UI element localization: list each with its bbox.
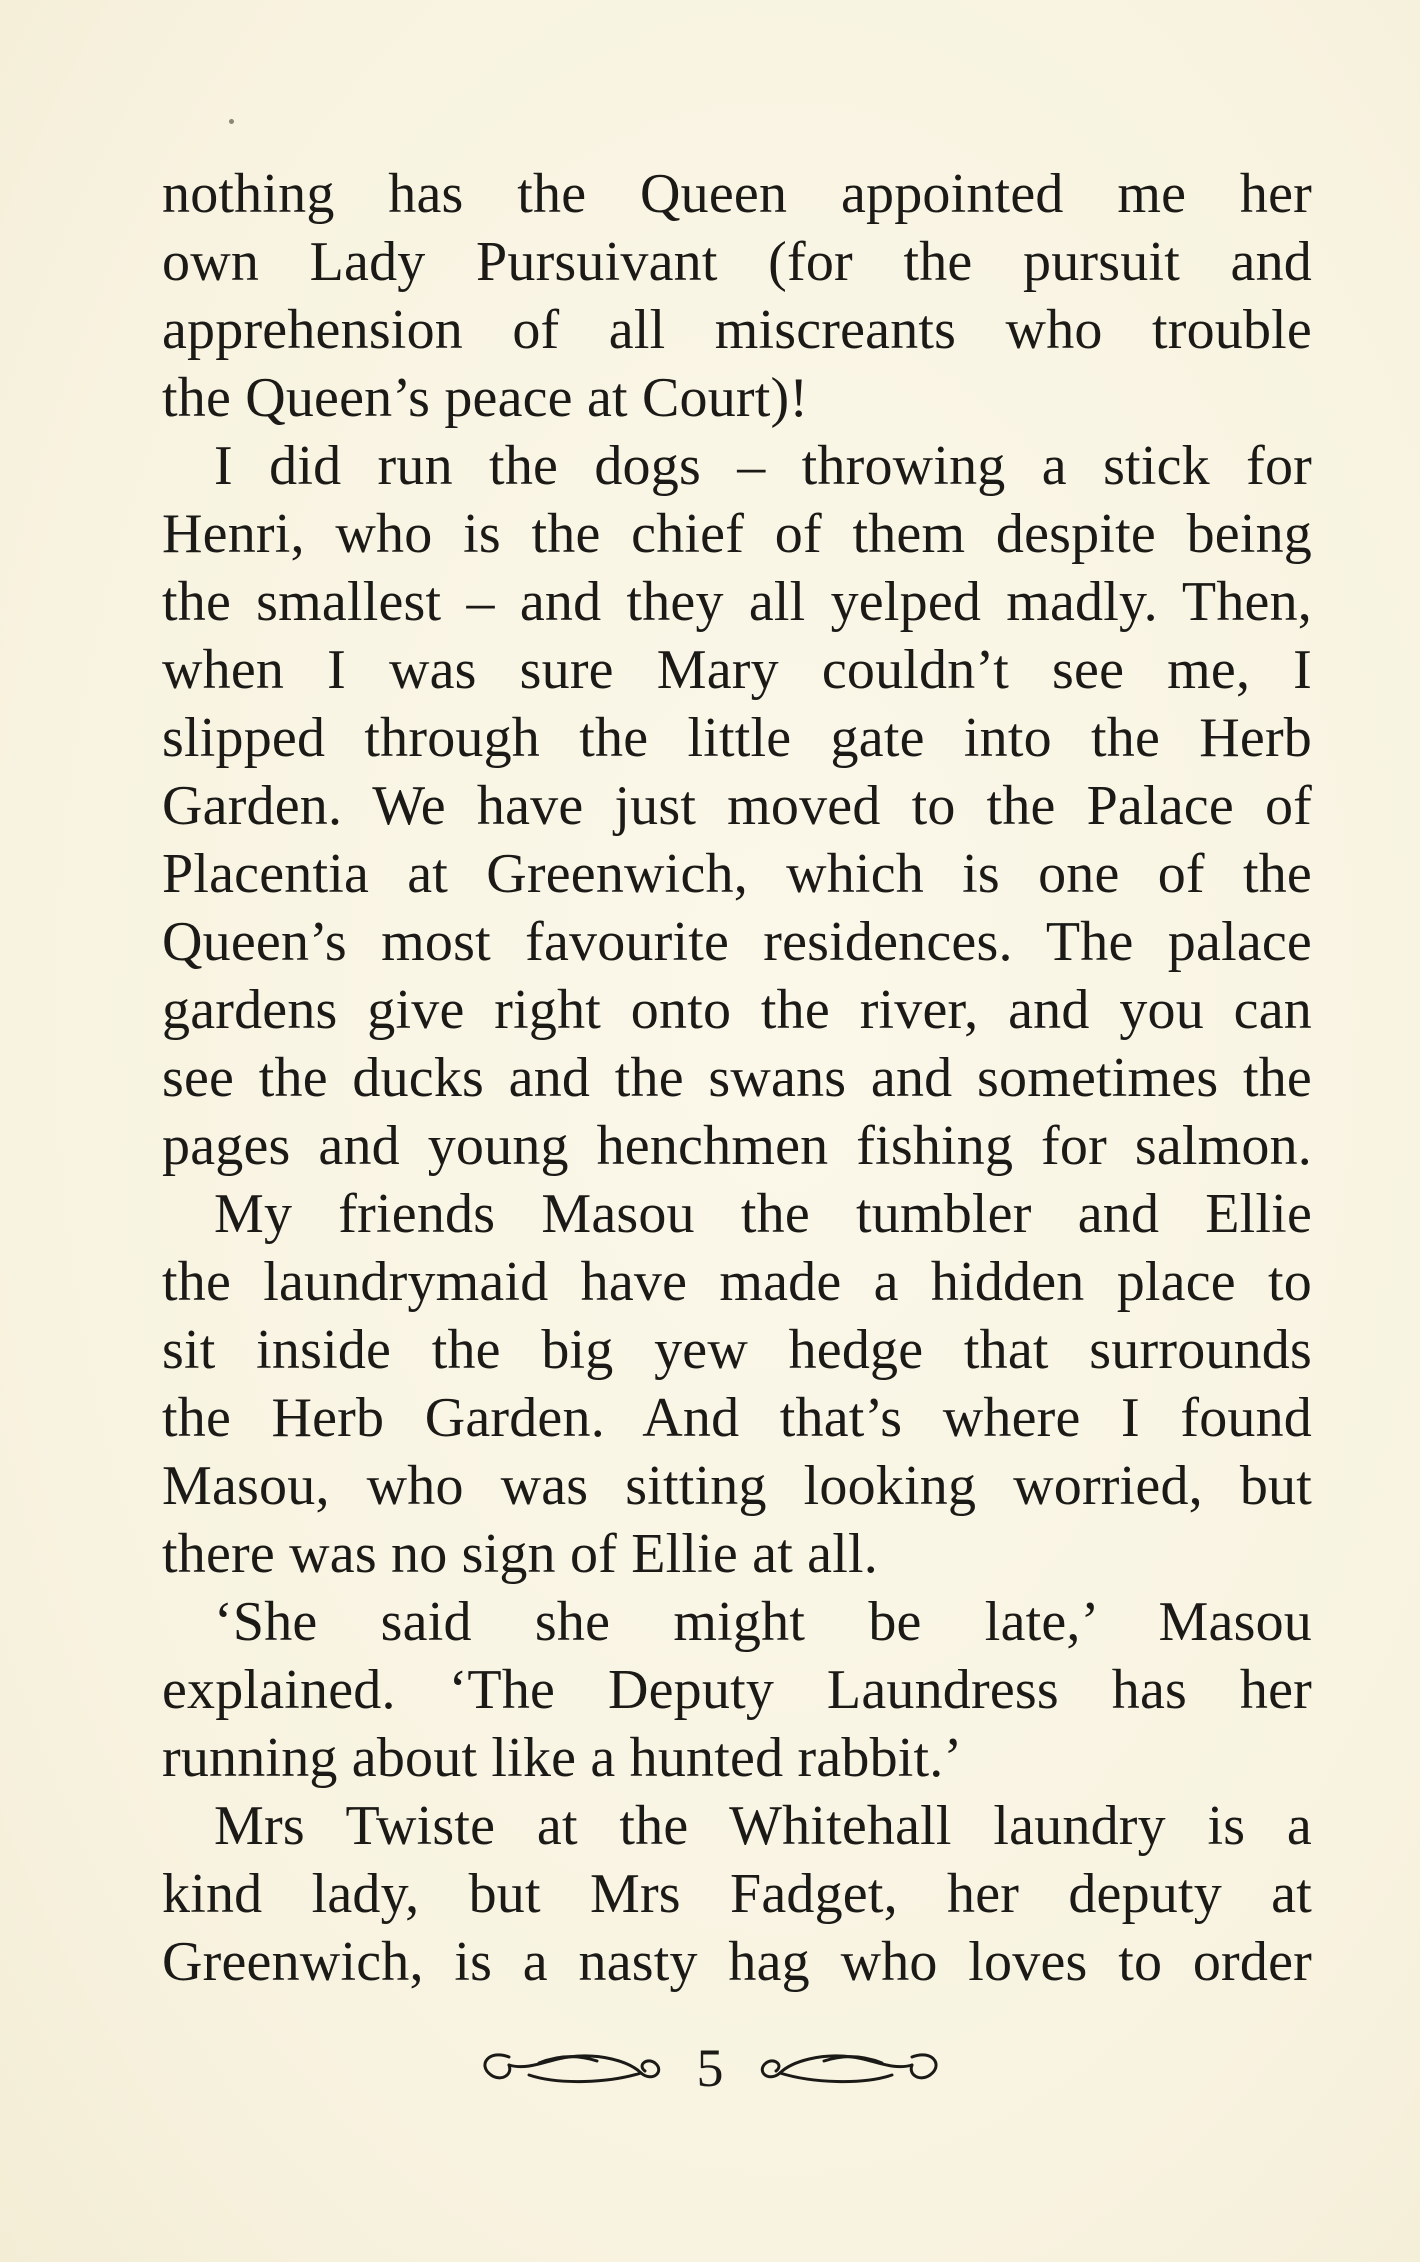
body-text [162,160,1312,1996]
page-number: 5 [696,2038,724,2098]
text-line: see the ducks and the swans and sometimes the [162,1047,1312,1109]
text-line: sit inside the big yew hedge that surrounds [162,1319,1312,1381]
text-line: the laundrymaid have made a hidden place to [162,1251,1312,1313]
text-line: nothing has the Queen appointed me her [162,163,1312,225]
text-line: kind lady, but Mrs Fadget, her deputy at [162,1863,1312,1925]
text-line: Placentia at Greenwich, which is one of the [162,843,1312,905]
text-line: the smallest – and they all yelped madly. Then, [162,571,1312,633]
paragraph-start-line: Mrs Twiste at the Whitehall laundry is a [214,1795,1312,1857]
text-line: the Herb Garden. And that’s where I found [162,1387,1312,1449]
text-line: gardens give right onto the river, and you can [162,979,1312,1041]
text-line: running about like a hunted rabbit.’ [162,1727,963,1789]
scroll-flourish-left-icon [469,2035,669,2095]
scroll-flourish-right-icon [752,2035,952,2095]
text-line: slipped through the little gate into the Herb [162,707,1312,769]
paragraph-start-line: My friends Masou the tumbler and Ellie [214,1183,1312,1245]
text-line: the Queen’s peace at Court)! [162,367,809,429]
text-line: when I was sure Mary couldn’t see me, I [162,639,1312,701]
paragraph-start-line: ‘She said she might be late,’ Masou [214,1591,1312,1653]
text-line: explained. ‘The Deputy Laundress has her [162,1659,1312,1721]
text-line: Masou, who was sitting looking worried, but [162,1455,1312,1517]
page-footer [0,2020,1420,2110]
paper-speck [229,119,234,124]
text-line: Greenwich, is a nasty hag who loves to order [162,1931,1312,1993]
text-line: there was no sign of Ellie at all. [162,1523,878,1585]
text-line: Garden. We have just moved to the Palace of [162,775,1312,837]
text-line: Queen’s most favourite residences. The palace [162,911,1312,973]
text-line: own Lady Pursuivant (for the pursuit and [162,231,1312,293]
text-line: apprehension of all miscreants who trouble [162,299,1312,361]
paragraph-start-line: I did run the dogs – throwing a stick for [214,435,1312,497]
text-line: pages and young henchmen fishing for salmon. [162,1115,1312,1177]
text-line: Henri, who is the chief of them despite being [162,503,1312,565]
